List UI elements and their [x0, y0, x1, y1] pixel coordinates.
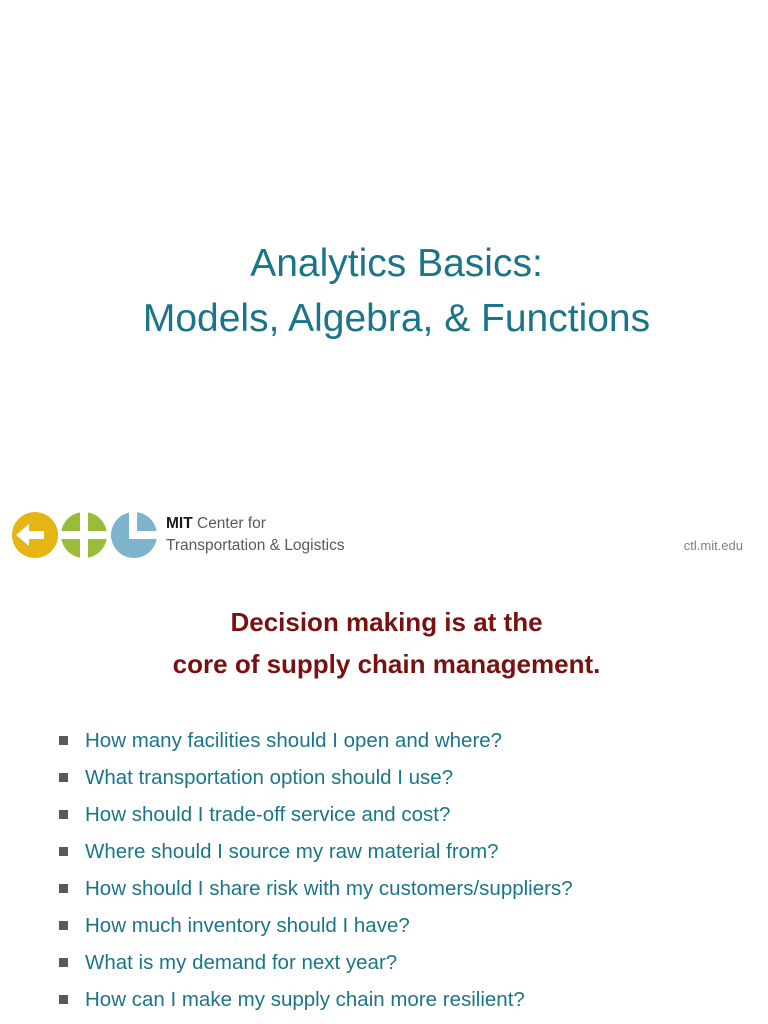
list-item — [56, 981, 573, 1018]
bullet-square-icon — [59, 736, 68, 745]
question-text: How should I trade-off service and cost? — [85, 802, 451, 826]
question-list — [56, 722, 573, 1018]
headline-line-1: Decision making is at the — [230, 607, 543, 637]
bullet-square-icon — [59, 958, 68, 967]
logo-arrow-icon — [12, 512, 58, 558]
bullet-square-icon — [59, 847, 68, 856]
slide-title — [0, 236, 768, 346]
question-text: How many facilities should I open and where? — [85, 728, 503, 752]
list-item — [56, 907, 573, 944]
list-item — [56, 796, 573, 833]
logo-text — [166, 513, 345, 557]
bullet-square-icon — [59, 995, 68, 1004]
list-item — [56, 944, 573, 981]
title-line-2: Models, Algebra, & Functions — [142, 297, 651, 340]
site-url: ctl.mit.edu — [683, 538, 743, 553]
logo-plus-icon — [61, 512, 107, 558]
list-item — [56, 759, 573, 796]
list-item — [56, 722, 573, 759]
question-text: How much inventory should I have? — [85, 913, 410, 937]
question-text: How can I make my supply chain more resilient? — [85, 987, 525, 1011]
logo-l-icon — [111, 512, 158, 558]
logo-subtitle: Transportation & Logistics — [166, 537, 345, 554]
bullet-square-icon — [59, 884, 68, 893]
headline-line-2: core of supply chain management. — [172, 649, 601, 679]
question-text: What is my demand for next year? — [85, 950, 398, 974]
logo-center-for: Center for — [192, 515, 266, 532]
title-line-1: Analytics Basics: — [250, 242, 543, 285]
logo-title — [166, 513, 345, 535]
bullet-square-icon — [59, 921, 68, 930]
slide-headline — [0, 601, 768, 685]
list-item — [56, 833, 573, 870]
ctl-logo — [12, 512, 158, 558]
bullet-square-icon — [59, 773, 68, 782]
question-text: What transportation option should I use? — [85, 765, 454, 789]
list-item — [56, 870, 573, 907]
logo-mit: MIT — [166, 515, 193, 532]
question-text: Where should I source my raw material from? — [85, 839, 499, 863]
question-text: How should I share risk with my customers/suppliers? — [85, 876, 573, 900]
bullet-square-icon — [59, 810, 68, 819]
